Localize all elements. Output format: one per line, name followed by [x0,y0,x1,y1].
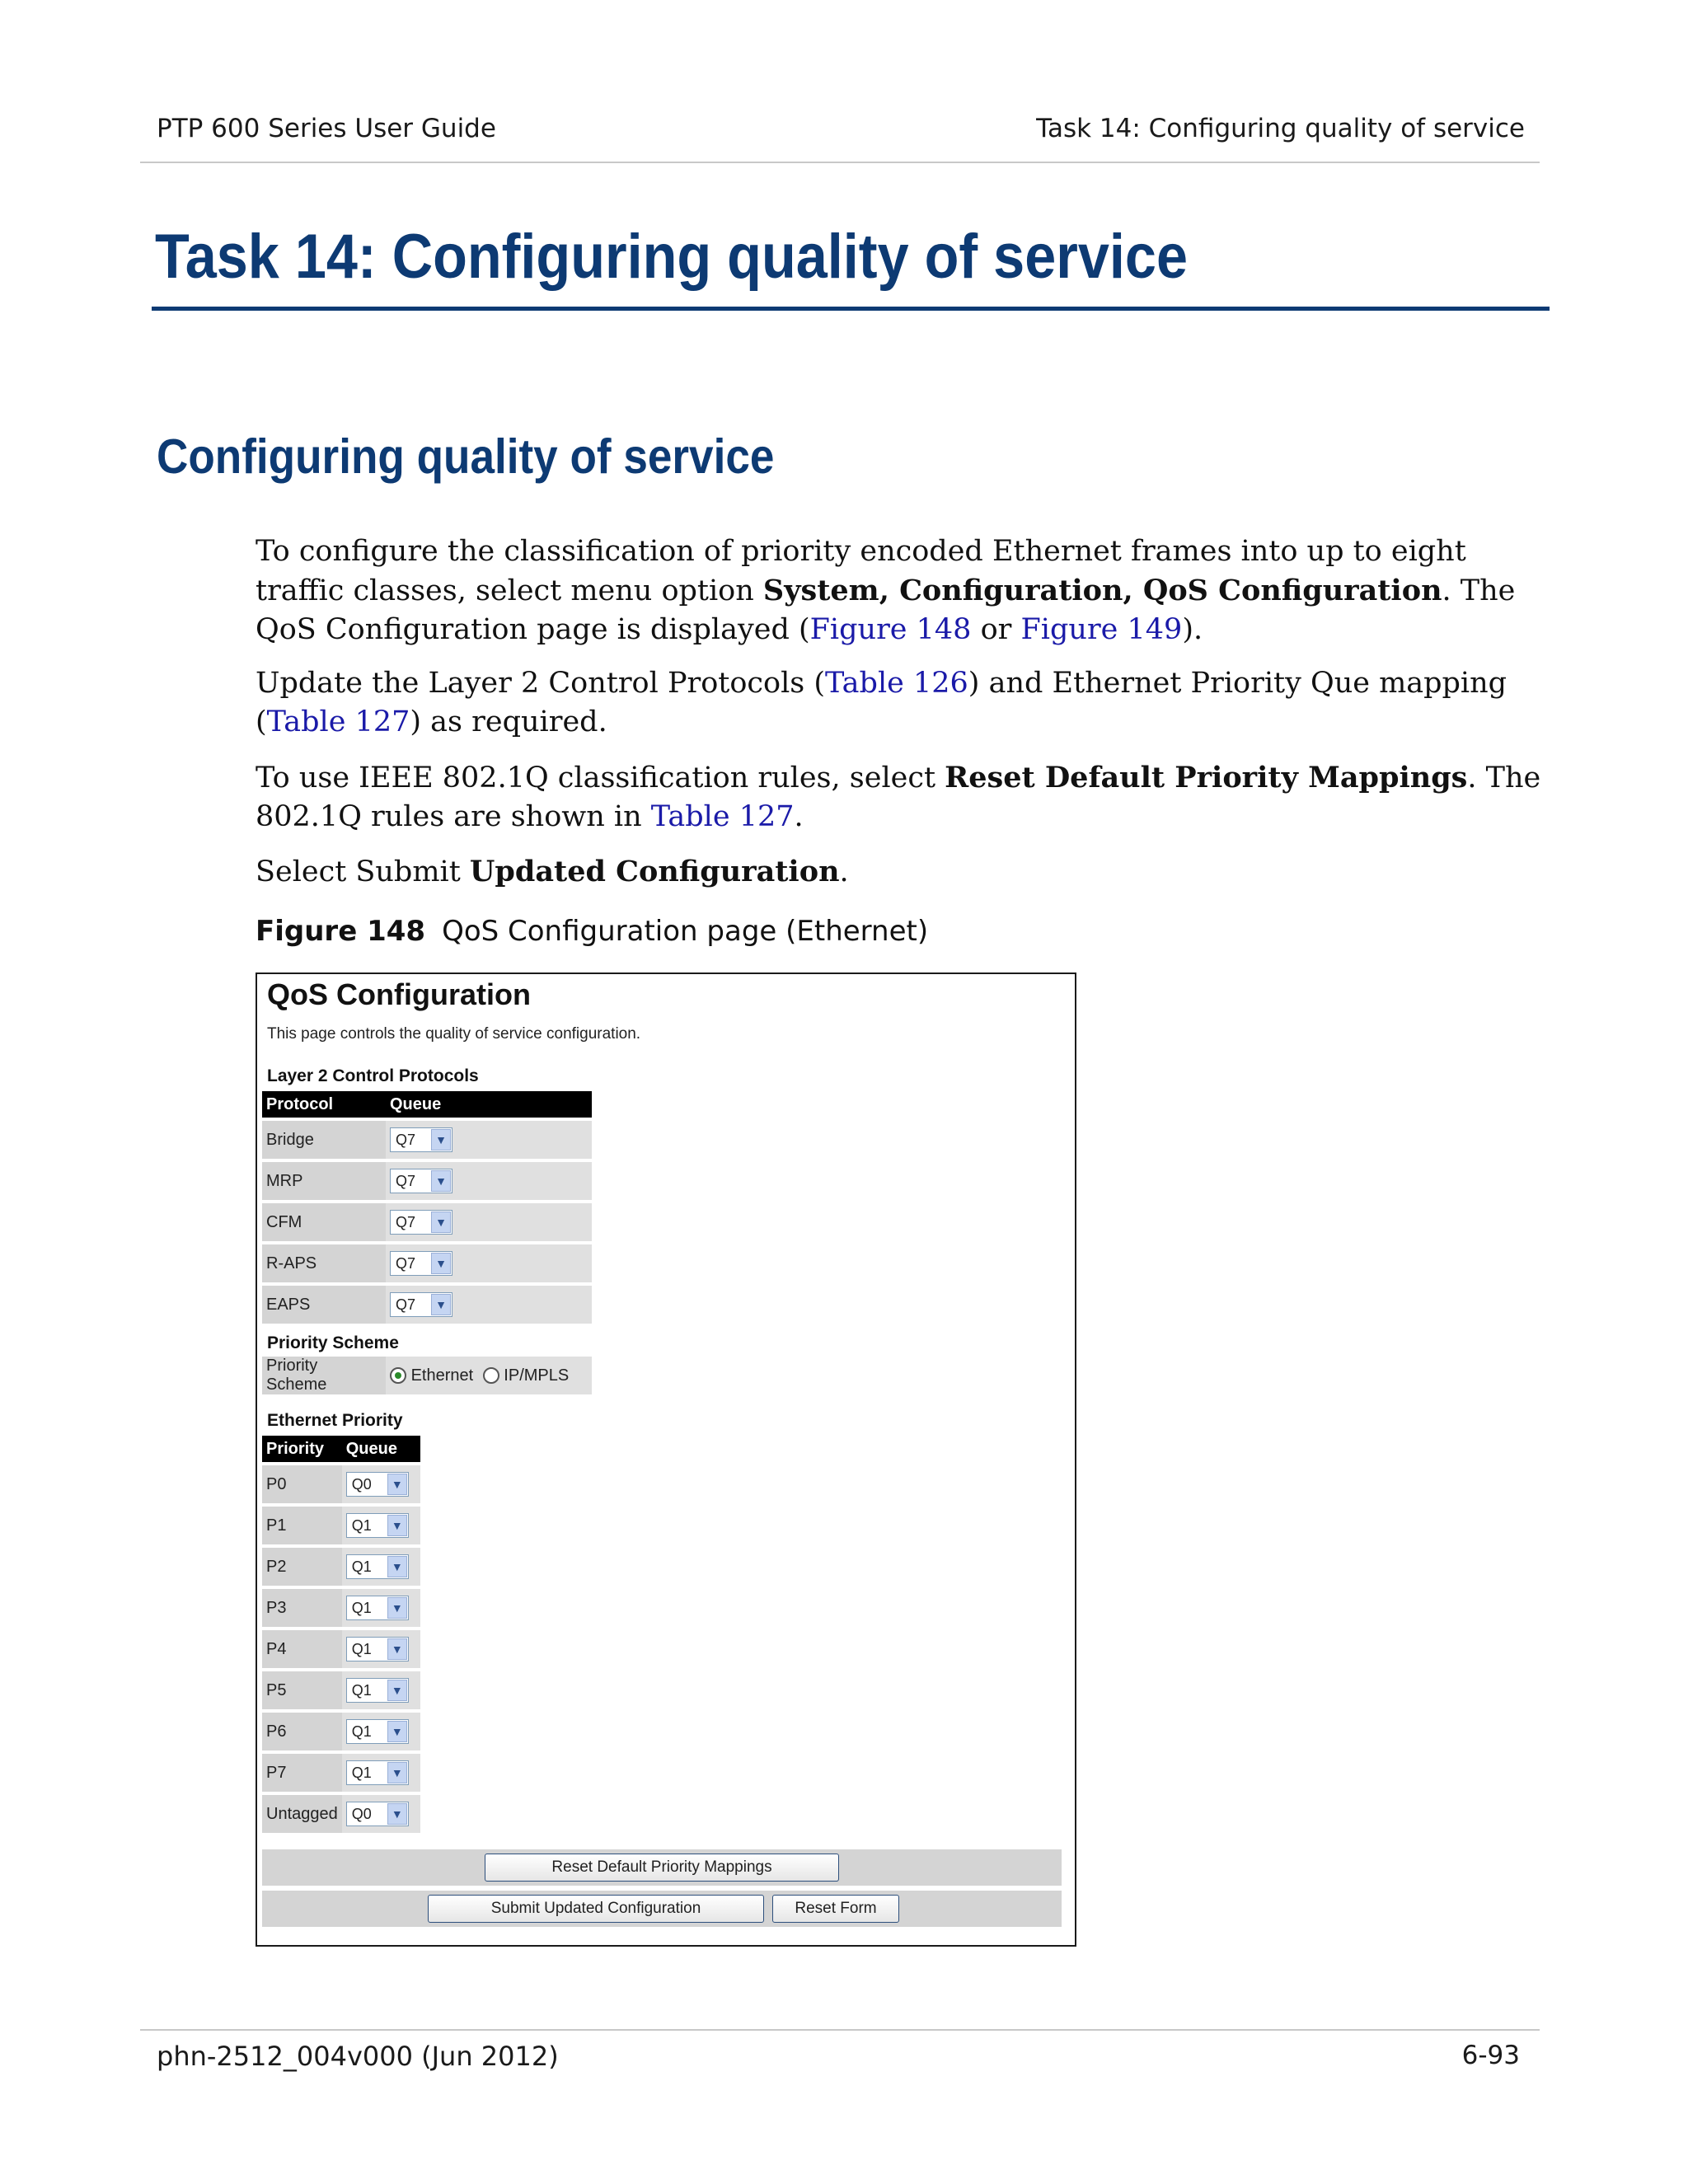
queue-cell [342,1507,420,1544]
table-row [262,1507,420,1544]
queue-select[interactable] [346,1596,409,1620]
link-table-127[interactable]: Table 127 [650,800,795,833]
selected-value: Q1 [351,1723,372,1740]
selected-value: Q7 [396,1255,416,1272]
text: To configure the classification of priority encoded Ethernet frames into up to eight traffic classes, select menu option [256,535,1466,607]
priority-name: P0 [262,1465,342,1503]
selected-value: Q1 [351,1558,372,1575]
table-row [262,1286,592,1324]
queue-cell [342,1713,420,1750]
paragraph-configure [256,532,1541,649]
chevron-down-icon[interactable]: ▼ [387,1474,407,1495]
priority-name: P3 [262,1589,342,1627]
table-row [262,1630,420,1668]
header-doc-title: PTP 600 Series User Guide [157,114,496,143]
selected-value: Q7 [396,1214,416,1230]
table-row [262,1244,592,1282]
queue-select[interactable] [346,1637,409,1661]
priority-name: P2 [262,1548,342,1586]
protocol-name: CFM [262,1203,386,1241]
table-row [262,1713,420,1750]
chevron-down-icon[interactable]: ▼ [431,1253,451,1274]
table-header-row [262,1091,592,1118]
text: . [794,800,804,833]
queue-cell [386,1244,592,1282]
queue-cell [342,1548,420,1586]
queue-cell [342,1671,420,1709]
selected-value: Q1 [351,1517,372,1534]
action-name: Updated Configuration [469,855,840,888]
footer-divider [140,2029,1540,2031]
qos-page-description: This page controls the quality of service configuration. [267,1025,641,1043]
table-row [262,1357,592,1394]
text: To use IEEE 802.1Q classification rules, select [256,762,945,794]
chevron-down-icon[interactable]: ▼ [431,1212,451,1233]
queue-select[interactable] [390,1169,452,1193]
selected-value: Q7 [396,1173,416,1189]
queue-cell [342,1754,420,1792]
selected-value: Q1 [351,1682,372,1699]
protocol-name: EAPS [262,1286,386,1324]
queue-cell [342,1589,420,1627]
queue-cell [386,1121,592,1159]
ethernet-priority-heading: Ethernet Priority [267,1411,403,1430]
table-row [262,1203,592,1241]
queue-select[interactable] [346,1802,409,1826]
protocol-name: Bridge [262,1121,386,1159]
queue-select[interactable] [346,1760,409,1785]
chevron-down-icon[interactable]: ▼ [387,1638,407,1660]
table-row [262,1589,420,1627]
chevron-down-icon[interactable]: ▼ [431,1170,451,1192]
paragraph-update [256,664,1541,742]
table-header-row [262,1436,420,1462]
section-heading: Configuring quality of service [157,429,775,484]
text: . The QoS Configuration page is displayed ( [256,574,1516,646]
header-divider [140,162,1540,163]
submit-row [262,1891,1062,1927]
priority-name: P6 [262,1713,342,1750]
protocol-name: MRP [262,1162,386,1200]
queue-select[interactable] [346,1719,409,1744]
link-table-127[interactable]: Table 127 [266,705,410,738]
selected-value: Q7 [396,1296,416,1313]
queue-select[interactable] [390,1251,452,1276]
qos-page-title: QoS Configuration [267,977,531,1011]
text: ) and Ethernet Priority Que mapping ( [256,667,1507,738]
text: . [839,855,849,888]
text: . The 802.1Q rules are shown in [256,762,1541,833]
queue-cell [386,1203,592,1241]
chevron-down-icon[interactable]: ▼ [387,1597,407,1619]
priority-scheme-label: Priority Scheme [262,1357,386,1394]
chevron-down-icon[interactable]: ▼ [387,1803,407,1825]
queue-cell [342,1795,420,1833]
chevron-down-icon[interactable]: ▼ [431,1129,451,1151]
layer2-table [262,1088,592,1327]
layer2-heading: Layer 2 Control Protocols [267,1066,479,1085]
selected-value: Q0 [351,1806,372,1822]
radio-ipmpls[interactable] [483,1367,499,1384]
selected-value: Q1 [351,1765,372,1781]
link-table-126[interactable]: Table 126 [825,667,968,700]
queue-select[interactable] [346,1472,409,1497]
link-figure-148[interactable]: Figure 148 [809,613,972,646]
radio-ipmpls-label: IP/MPLS [504,1366,570,1385]
title-underline [152,307,1550,311]
text: Select Submit [256,855,470,888]
page-number: 6-93 [1461,2041,1520,2070]
selected-value: Q0 [351,1476,372,1493]
text: ) as required. [410,705,607,738]
col-priority: Priority [262,1436,342,1462]
figure-caption [256,915,928,948]
col-queue: Queue [386,1091,592,1118]
paragraph-ieee [256,758,1541,837]
queue-cell [386,1162,592,1200]
chevron-down-icon[interactable]: ▼ [387,1556,407,1577]
reset-form-button[interactable]: Reset Form [772,1895,899,1923]
queue-select[interactable] [346,1678,409,1703]
selected-value: Q1 [351,1641,372,1657]
queue-cell [386,1286,592,1324]
priority-name: P7 [262,1754,342,1792]
figure-caption-text: QoS Configuration page (Ethernet) [442,915,929,948]
priority-scheme-table [262,1353,592,1398]
priority-name: Untagged [262,1795,342,1833]
priority-name: P1 [262,1507,342,1544]
text: or [971,613,1021,646]
table-row [262,1465,420,1503]
priority-scheme-heading: Priority Scheme [267,1333,399,1352]
text: ). [1182,613,1203,646]
chevron-down-icon[interactable]: ▼ [387,1762,407,1783]
col-protocol: Protocol [262,1091,386,1118]
menu-path: System, Configuration, QoS Configuration [762,574,1442,607]
selected-value: Q7 [396,1132,416,1148]
table-row [262,1795,420,1833]
table-row [262,1548,420,1586]
queue-select[interactable] [346,1554,409,1579]
radio-ethernet-label: Ethernet [410,1366,474,1385]
priority-name: P4 [262,1630,342,1668]
chevron-down-icon[interactable]: ▼ [387,1721,407,1742]
radio-ethernet[interactable] [390,1367,406,1384]
table-row [262,1121,592,1159]
figure-label: Figure 148 [256,915,426,948]
col-queue: Queue [342,1436,420,1462]
chevron-down-icon[interactable]: ▼ [431,1294,451,1315]
submit-updated-configuration-button[interactable]: Submit Updated Configuration [428,1895,764,1923]
paragraph-submit [256,852,1541,892]
table-row [262,1754,420,1792]
queue-select[interactable] [390,1210,452,1235]
queue-select[interactable] [346,1513,409,1538]
link-figure-149[interactable]: Figure 149 [1020,613,1183,646]
ethernet-priority-table [262,1432,420,1836]
priority-scheme-options [386,1357,592,1394]
queue-select[interactable] [390,1127,452,1152]
selected-value: Q1 [351,1600,372,1616]
priority-name: P5 [262,1671,342,1709]
queue-cell [342,1465,420,1503]
page-title: Task 14: Configuring quality of service [155,222,1189,292]
running-header [157,114,1525,143]
queue-select[interactable] [390,1292,452,1317]
reset-defaults-row [262,1849,1062,1886]
queue-cell [342,1630,420,1668]
reset-default-priority-mappings-button[interactable]: Reset Default Priority Mappings [485,1854,839,1882]
footer-doc-id: phn-2512_004v000 (Jun 2012) [157,2041,559,2072]
option-name: Reset Default Priority Mappings [945,761,1468,794]
protocol-name: R-APS [262,1244,386,1282]
chevron-down-icon[interactable]: ▼ [387,1515,407,1536]
chevron-down-icon[interactable]: ▼ [387,1680,407,1701]
table-row [262,1162,592,1200]
header-section-title: Task 14: Configuring quality of service [1036,114,1525,143]
qos-configuration-screenshot [256,972,1076,1947]
text: Update the Layer 2 Control Protocols ( [256,667,826,700]
table-row [262,1671,420,1709]
